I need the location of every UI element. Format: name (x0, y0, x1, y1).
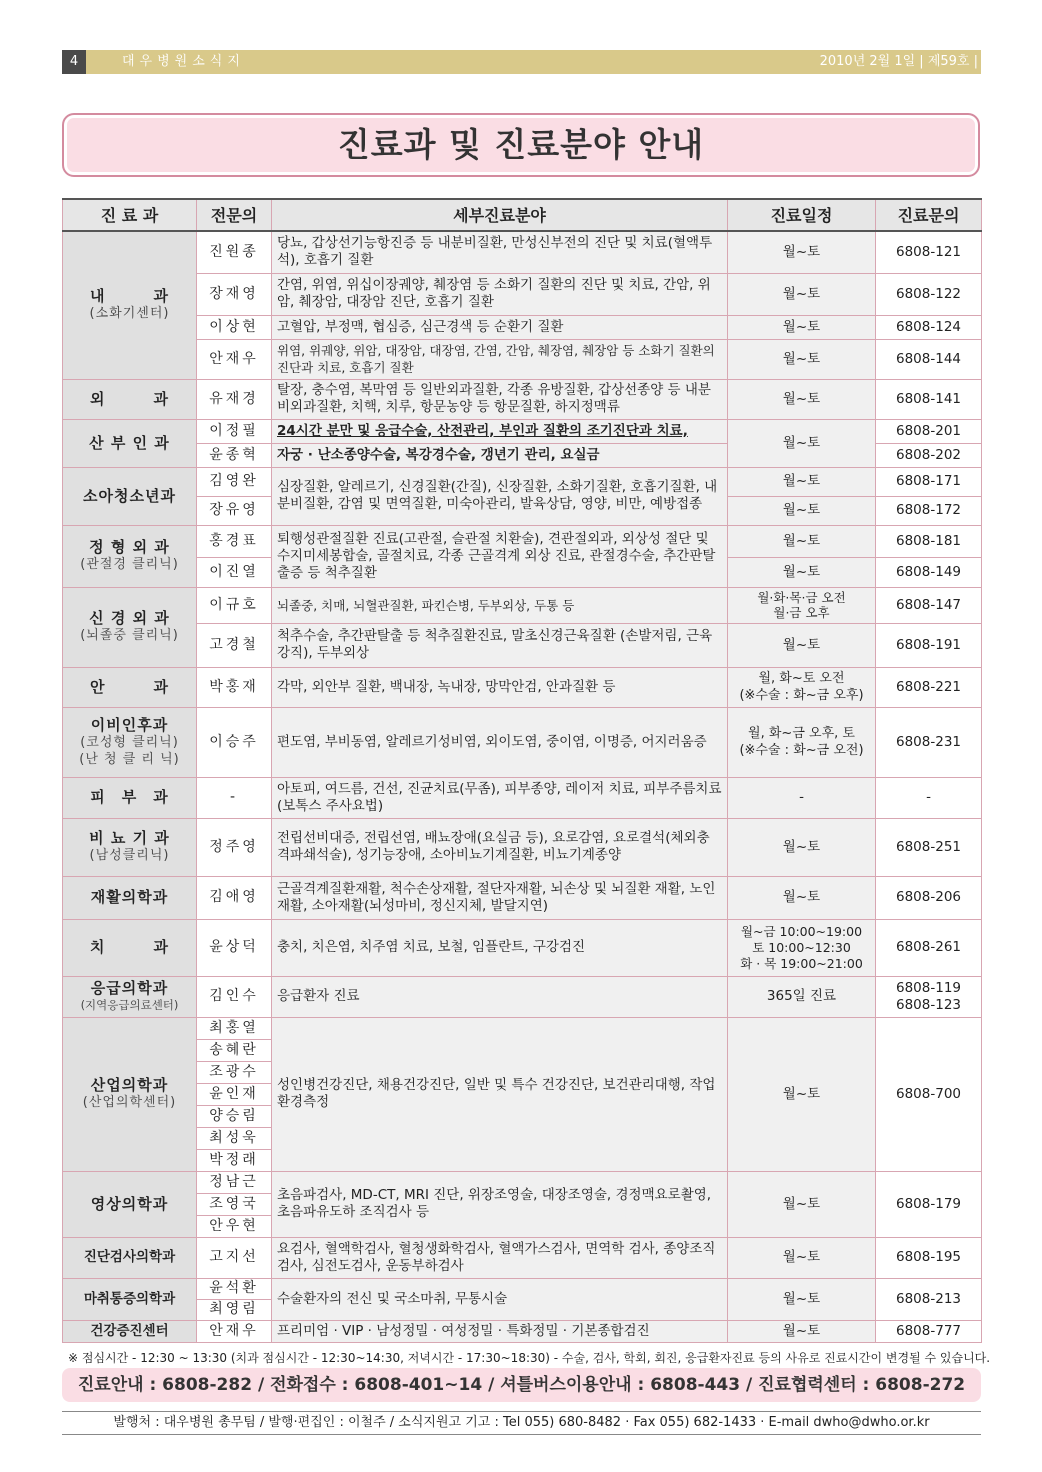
doctor-name: 조영국 (197, 1193, 272, 1215)
detail-text: 요검사, 혈액학검사, 혈청생화학검사, 혈액가스검사, 면역학 검사, 종양조직검사, 심전도검사, 운동부하검사 (272, 1237, 728, 1278)
detail-text: 프리미엄 · VIP · 남성정밀 · 여성정밀 · 특화정밀 · 기본종합검진 (272, 1320, 728, 1342)
contact-bar: 진료안내 : 6808-282 / 전화접수 : 6808-401~14 / 셔틀버스이용안내 : 6808-443 / 진료협력센터 : 6808-272 (62, 1368, 981, 1402)
col-header-phone: 진료문의 (876, 199, 982, 231)
doctor-name: 윤종혁 (197, 443, 272, 467)
phone-number: 6808-221 (876, 667, 982, 707)
phone-number: 6808-206 (876, 876, 982, 919)
doctor-name: 송혜란 (197, 1039, 272, 1061)
dept-ophthalmology: 안 과 (63, 667, 197, 707)
issue-date: 2010년 2월 1일 | 제59호 | (819, 54, 978, 69)
dept-emergency: 응급의학과 (지역응급의료센터) (63, 976, 197, 1017)
detail-text: 척추수술, 추간판탈출 등 척추질환진료, 말초신경근육질환 (손발저림, 근육강직), 두부외상 (272, 623, 728, 667)
doctor-name: 양승림 (197, 1105, 272, 1127)
table-row (63, 623, 982, 667)
phone-number: 6808-202 (876, 443, 982, 467)
col-header-detail: 세부진료분야 (272, 199, 728, 231)
detail-text: 근골격계질환재활, 척수손상재활, 절단자재활, 뇌손상 및 뇌질환 재활, 노인재활, 소아재활(뇌성마비, 정신지체, 발달지연) (272, 876, 728, 919)
table-header-row (63, 199, 982, 231)
schedule-text: 월~토 (728, 496, 876, 525)
dept-anesthesiology: 마취통증의학과 (63, 1278, 197, 1320)
col-header-dept: 진 료 과 (63, 199, 197, 231)
col-header-schedule: 진료일정 (728, 199, 876, 231)
table-row (63, 525, 982, 557)
page-title: 진료과 및 진료분야 안내 (337, 125, 705, 164)
dept-obgyn: 산 부 인 과 (63, 419, 197, 467)
doctor-name: 김애영 (197, 876, 272, 919)
phone-number: 6808-251 (876, 818, 982, 876)
schedule-text: 월~토 (728, 818, 876, 876)
phone-number: 6808-777 (876, 1320, 982, 1342)
doctor-name: 장재영 (197, 273, 272, 315)
table-row (63, 818, 982, 876)
schedule-text: 월~토 (728, 1017, 876, 1171)
table-row (63, 1320, 982, 1342)
phone-number: 6808-147 (876, 587, 982, 623)
dept-dental: 치 과 (63, 919, 197, 976)
detail-text: 전립선비대증, 전립선염, 배뇨장애(요실금 등), 요로감염, 요로결석(체외충격파쇄석술), 성기능장애, 소아비뇨기계질환, 비뇨기계종양 (272, 818, 728, 876)
doctor-name: - (197, 777, 272, 818)
schedule-text: 월, 화~금 오후, 토 (748, 726, 855, 741)
detail-text: 아토피, 여드름, 건선, 진균치료(무좀), 피부종양, 레이저 치료, 피부주름치료(보톡스 주사요법) (272, 777, 728, 818)
detail-text: 24시간 분만 및 응급수술, 산전관리, 부인과 질환의 조기진단과 치료, (272, 419, 728, 443)
schedule-text: 월~토 (728, 623, 876, 667)
table-row (63, 339, 982, 379)
schedule-cell (728, 919, 876, 976)
detail-text: 성인병건강진단, 채용건강진단, 일반 및 특수 건강진단, 보건관리대행, 작업환경측정 (272, 1017, 728, 1171)
doctor-name: 이진열 (197, 557, 272, 587)
dept-occupational: 산업의학과 (산업의학센터) (63, 1017, 197, 1171)
schedule-cell (728, 707, 876, 777)
doctor-name: 박정래 (197, 1149, 272, 1171)
dept-radiology: 영상의학과 (63, 1171, 197, 1237)
dept-orthopedics: 정 형 외 과 (관절경 클리닉) (63, 525, 197, 587)
phone-number: 6808-195 (876, 1237, 982, 1278)
doctor-name: 김인수 (197, 976, 272, 1017)
phone-number: 6808-181 (876, 525, 982, 557)
phone-number: 6808-141 (876, 379, 982, 419)
schedule-text: 월~토 (728, 1278, 876, 1320)
doctor-name: 조광수 (197, 1061, 272, 1083)
publication-name: 대우병원소식지 (122, 54, 245, 69)
title-box (62, 113, 980, 177)
table-row (63, 876, 982, 919)
schedule-text: 월~토 (728, 1171, 876, 1237)
doctor-name: 고경철 (197, 623, 272, 667)
phone-number: 6808-213 (876, 1278, 982, 1320)
doctor-name: 윤상덕 (197, 919, 272, 976)
table-row (63, 587, 982, 623)
schedule-text: 월, 화~토 오전 (758, 671, 845, 686)
schedule-text: 월~토 (728, 1237, 876, 1278)
dept-urology: 비 뇨 기 과 (남성클리닉) (63, 818, 197, 876)
doctor-name: 안재우 (197, 339, 272, 379)
publisher-footer: 발행처 : 대우병원 총무팀 / 발행·편집인 : 이철주 / 소식지원고 기고 : Tel 055) 680-8482 · Fax 055) 682-1433 · E-mail dwho@dwho.or.kr (62, 1411, 981, 1435)
schedule-text: 월~토 (728, 339, 876, 379)
table-row (63, 419, 982, 443)
dept-health-center: 건강증진센터 (63, 1320, 197, 1342)
table-row (63, 667, 982, 707)
phone-number: 6808-122 (876, 273, 982, 315)
detail-text: 퇴행성관절질환 진료(고관절, 슬관절 치환술), 견관절외과, 외상성 절단 및 수지미세봉합술, 골절치료, 각종 근골격계 외상 진료, 관절경수술, 추간판탈출증 등 척추질환 (272, 525, 728, 587)
table-row (63, 1237, 982, 1278)
schedule-text: 월~토 (728, 525, 876, 557)
detail-text: 당뇨, 갑상선기능항진증 등 내분비질환, 만성신부전의 진단 및 치료(혈액투석), 호흡기 질환 (272, 231, 728, 273)
lunch-time-note: ※ 점심시간 - 12:30 ~ 13:30 (치과 점심시간 - 12:30~14:30, 저녁시간 - 17:30~18:30) - 수술, 검사, 학회, 회진, 응급환자진료 등의 사유로 진료시간이 변경될 수 있습니다. (68, 1351, 991, 1365)
doctor-name: 홍경표 (197, 525, 272, 557)
department-table (62, 198, 982, 1343)
dept-laboratory: 진단검사의학과 (63, 1237, 197, 1278)
dept-dermatology: 피 부 과 (63, 777, 197, 818)
doctor-name: 장유영 (197, 496, 272, 525)
dept-ent: 이비인후과 (코성형 클리닉) (난 청 클 리 닉) (63, 707, 197, 777)
doctor-name: 최홍열 (197, 1017, 272, 1039)
doctor-name: 최성욱 (197, 1127, 272, 1149)
detail-text: 각막, 외안부 질환, 백내장, 녹내장, 망막안검, 안과질환 등 (272, 667, 728, 707)
phone-number: 6808-179 (876, 1171, 982, 1237)
detail-text: 탈장, 충수염, 복막염 등 일반외과질환, 각종 유방질환, 갑상선종양 등 내분비외과질환, 치핵, 치루, 항문농양 등 항문질환, 하지정맥류 (272, 379, 728, 419)
schedule-text: 365일 진료 (728, 976, 876, 1017)
detail-text: 자궁 · 난소종양수술, 복강경수술, 갱년기 관리, 요실금 (272, 443, 728, 467)
schedule-text: 월~토 (728, 1320, 876, 1342)
doctor-name: 진원종 (197, 231, 272, 273)
table-row (63, 707, 982, 777)
table-row (63, 777, 982, 818)
table-row (63, 1278, 982, 1299)
detail-text: 간염, 위염, 위십이장궤양, 췌장염 등 소화기 질환의 진단 및 치료, 간암, 위암, 췌장암, 대장암 진단, 호흡기 질환 (272, 273, 728, 315)
schedule-text: 월~토 (728, 231, 876, 273)
schedule-text: 월~토 (728, 419, 876, 467)
detail-text: 초음파검사, MD-CT, MRI 진단, 위장조영술, 대장조영술, 경정맥요로촬영, 초음파유도하 조직검사 등 (272, 1171, 728, 1237)
schedule-text: (※수술 : 화~금 오전) (739, 743, 864, 758)
detail-text: 심장질환, 알레르기, 신경질환(간질), 신장질환, 소화기질환, 호흡기질환, 내분비질환, 감염 및 면역질환, 미숙아관리, 발육상담, 영양, 비만, 예방접종 (272, 467, 728, 525)
doctor-name: 안재우 (197, 1320, 272, 1342)
dept-pediatrics: 소아청소년과 (63, 467, 197, 525)
phone-number: 6808-119 (896, 979, 961, 996)
table-row (63, 467, 982, 496)
doctor-name: 이규호 (197, 587, 272, 623)
phone-number: 6808-231 (876, 707, 982, 777)
schedule-text: 토 10:00~12:30 (752, 939, 851, 955)
phone-number: 6808-261 (876, 919, 982, 976)
doctor-name: 최영림 (197, 1299, 272, 1320)
phone-number: 6808-144 (876, 339, 982, 379)
phone-number: 6808-123 (896, 996, 961, 1013)
doctor-name: 김영완 (197, 467, 272, 496)
dept-neurosurgery: 신 경 외 과 (뇌졸중 클리닉) (63, 587, 197, 667)
phone-cell (876, 976, 982, 1017)
phone-number: 6808-171 (876, 467, 982, 496)
schedule-text: 월~금 10:00~19:00 (740, 923, 863, 939)
detail-text: 고혈압, 부정맥, 협심증, 심근경색 등 순환기 질환 (272, 315, 728, 339)
schedule-text: 월~토 (728, 315, 876, 339)
phone-number: - (876, 777, 982, 818)
table-row (63, 1171, 982, 1193)
doctor-name: 정주영 (197, 818, 272, 876)
table-row (63, 976, 982, 1017)
phone-number: 6808-201 (876, 419, 982, 443)
detail-text: 뇌졸중, 치매, 뇌혈관질환, 파킨슨병, 두부외상, 두통 등 (272, 587, 728, 623)
phone-number: 6808-124 (876, 315, 982, 339)
schedule-cell (728, 667, 876, 707)
schedule-text: 월~토 (728, 273, 876, 315)
table-row (63, 919, 982, 976)
dept-rehabilitation: 재활의학과 (63, 876, 197, 919)
schedule-text: 화 · 목 19:00~21:00 (740, 955, 863, 971)
doctor-name: 고지선 (197, 1237, 272, 1278)
doctor-name: 이정필 (197, 419, 272, 443)
dept-internal: 내 과 (소화기센터) (63, 231, 197, 379)
schedule-text: 월~토 (728, 379, 876, 419)
dept-surgery: 외 과 (63, 379, 197, 419)
doctor-name: 윤인재 (197, 1083, 272, 1105)
detail-text: 편도염, 부비동염, 알레르기성비염, 외이도염, 중이염, 이명증, 어지러움증 (272, 707, 728, 777)
doctor-name: 박홍재 (197, 667, 272, 707)
detail-text: 응급환자 진료 (272, 976, 728, 1017)
schedule-text: 월~토 (728, 467, 876, 496)
schedule-text: 월~토 (728, 876, 876, 919)
doctor-name: 안우현 (197, 1215, 272, 1237)
phone-number: 6808-700 (876, 1017, 982, 1171)
schedule-text: 월·화·목·금 오전 (757, 590, 846, 605)
doctor-name: 유재경 (197, 379, 272, 419)
doctor-name: 정남근 (197, 1171, 272, 1193)
table-row (63, 379, 982, 419)
phone-number: 6808-149 (876, 557, 982, 587)
page-number: 4 (62, 50, 86, 74)
detail-text: 위염, 위궤양, 위암, 대장암, 대장염, 간염, 간암, 췌장염, 췌장암 등 소화기 질환의 진단과 치료, 호흡기 질환 (272, 339, 728, 379)
table-row (63, 315, 982, 339)
col-header-doctor: 전문의 (197, 199, 272, 231)
detail-text: 수술환자의 전신 및 국소마취, 무통시술 (272, 1278, 728, 1320)
schedule-text: - (728, 777, 876, 818)
table-row (63, 231, 982, 273)
table-row (63, 1017, 982, 1039)
schedule-text: (※수술 : 화~금 오후) (739, 688, 864, 703)
table-row (63, 273, 982, 315)
detail-text: 충치, 치은염, 치주염 치료, 보철, 임플란트, 구강검진 (272, 919, 728, 976)
phone-number: 6808-172 (876, 496, 982, 525)
phone-number: 6808-191 (876, 623, 982, 667)
schedule-text: 월~토 (728, 557, 876, 587)
schedule-text: 월·금 오후 (773, 605, 830, 620)
doctor-name: 이승주 (197, 707, 272, 777)
doctor-name: 이상현 (197, 315, 272, 339)
phone-number: 6808-121 (876, 231, 982, 273)
doctor-name: 윤석환 (197, 1278, 272, 1299)
schedule-cell (728, 587, 876, 623)
